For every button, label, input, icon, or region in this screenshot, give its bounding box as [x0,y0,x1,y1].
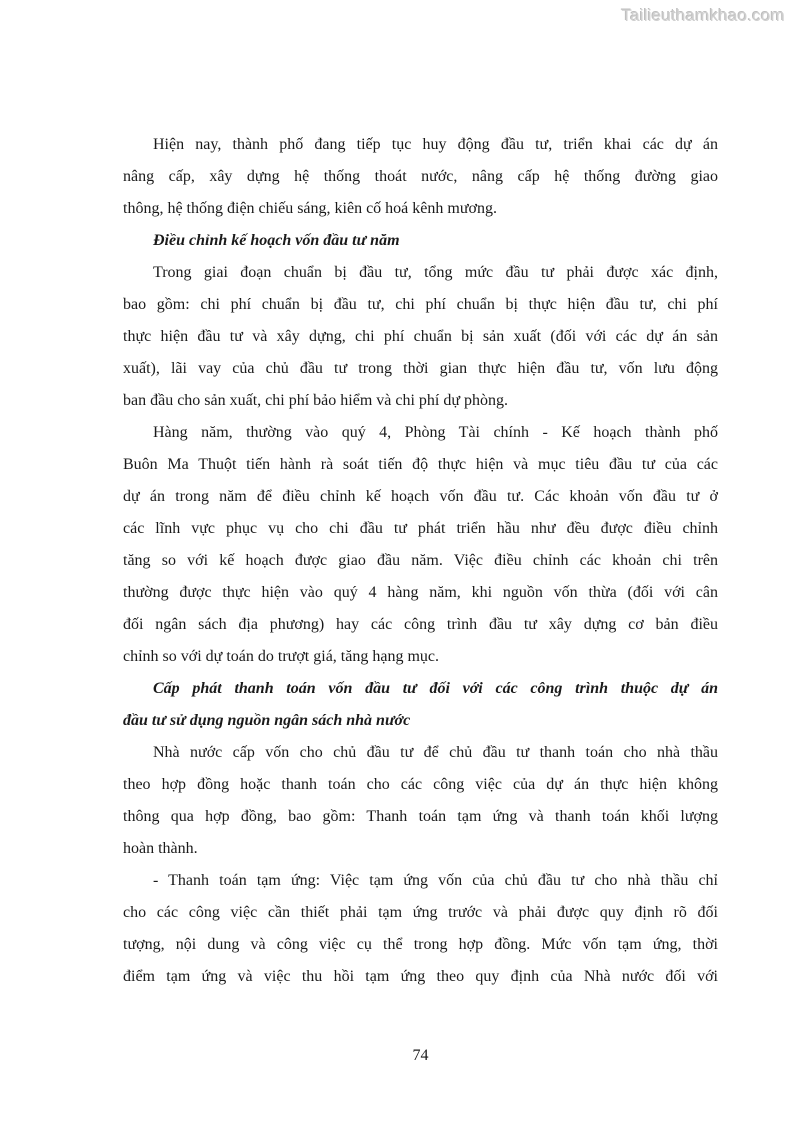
text-line: Điều chỉnh kế hoạch vốn đầu tư năm [153,232,400,249]
text-line: Hiện nay, thành phố đang tiếp tục huy động đầu tư, triển khai các dự án [153,136,718,153]
text-line: Buôn Ma Thuột tiến hành rà soát tiến độ thực hiện và mục tiêu đầu tư của các [123,456,718,473]
section-heading [123,225,718,257]
paragraph [123,257,718,417]
text-line: - Thanh toán tạm ứng: Việc tạm ứng vốn của chủ đầu tư cho nhà thầu chỉ [153,872,718,889]
text-line: đầu tư sử dụng nguồn ngân sách nhà nước [123,712,411,729]
text-line: đối ngân sách địa phương) hay các công trình đầu tư xây dựng cơ bản điều [123,616,718,633]
text-line: Cấp phát thanh toán vốn đầu tư đối với các công trình thuộc dự án [153,680,718,697]
text-line: nâng cấp, xây dựng hệ thống thoát nước, nâng cấp hệ thống đường giao [123,168,718,185]
text-line: tượng, nội dung và công việc cụ thể trong hợp đồng. Mức vốn tạm ứng, thời [123,936,718,953]
text-line: chỉnh so với dự toán do trượt giá, tăng hạng mục. [123,648,439,665]
document-body [123,129,718,993]
text-line: theo hợp đồng hoặc thanh toán cho các công việc của dự án thực hiện không [123,776,718,793]
text-line: ban đầu cho sản xuất, chi phí bảo hiểm và chi phí dự phòng. [123,392,509,409]
text-line: Hàng năm, thường vào quý 4, Phòng Tài chính - Kế hoạch thành phố [153,424,718,441]
text-line: xuất), lãi vay của chủ đầu tư trong thời gian thực hiện đầu tư, vốn lưu động [123,360,718,377]
page-number: 74 [412,1047,429,1064]
paragraph [123,129,718,225]
paragraph [123,417,718,673]
text-line: thông, hệ thống điện chiếu sáng, kiên cố hoá kênh mương. [123,200,497,217]
text-line: thường được thực hiện vào quý 4 hàng năm, khi nguồn vốn thừa (đối với cân [123,584,718,601]
text-line: điểm tạm ứng và việc thu hồi tạm ứng theo quy định của Nhà nước đối với [123,968,718,985]
text-line: Trong giai đoạn chuẩn bị đầu tư, tổng mức đầu tư phải được xác định, [153,264,718,281]
text-line: dự án trong năm để điều chỉnh kế hoạch vốn đầu tư. Các khoản vốn đầu tư ở [123,488,718,505]
paragraph [123,737,718,865]
text-line: hoàn thành. [123,840,198,857]
text-line: bao gồm: chi phí chuẩn bị đầu tư, chi phí chuẩn bị thực hiện đầu tư, chi phí [123,296,718,313]
text-line: thực hiện đầu tư và xây dựng, chi phí chuẩn bị sản xuất (đối với các dự án sản [123,328,718,345]
section-heading [123,673,718,737]
watermark: Tailieuthamkhao.com [621,6,785,25]
text-line: thông qua hợp đồng, bao gồm: Thanh toán tạm ứng và thanh toán khối lượng [123,808,718,825]
text-line: cho các công việc cần thiết phải tạm ứng trước và phải được quy định rõ đối [123,904,718,921]
text-line: Nhà nước cấp vốn cho chủ đầu tư để chủ đầu tư thanh toán cho nhà thầu [153,744,718,761]
paragraph [123,865,718,993]
text-line: tăng so với kế hoạch được giao đầu năm. Việc điều chỉnh các khoản chi trên [123,552,718,569]
text-line: các lĩnh vực phục vụ cho chi đầu tư phát triển hầu như đều được điều chỉnh [123,520,718,537]
